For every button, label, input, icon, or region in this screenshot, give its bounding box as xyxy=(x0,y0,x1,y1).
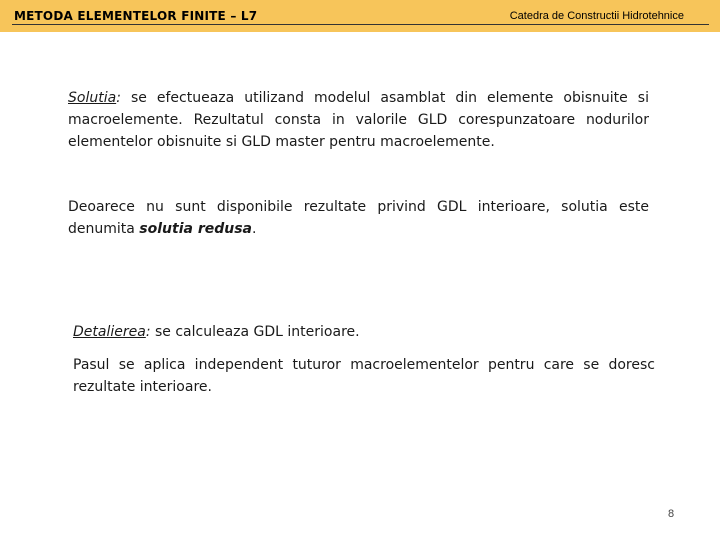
solution-paragraph xyxy=(68,87,649,153)
page-number: 8 xyxy=(668,508,675,520)
reduced-text-before: Deoarece nu sunt disponibile rezultate privind GDL interioare, solutia este denumita xyxy=(68,199,649,237)
header-band xyxy=(0,0,720,32)
detail-text: se calculeaza GDL interioare. xyxy=(150,324,360,340)
reduced-text-after: . xyxy=(252,221,257,237)
detail-colon: : xyxy=(145,324,151,340)
department-name: Catedra de Constructii Hidrotehnice xyxy=(509,10,684,22)
step-paragraph xyxy=(73,354,655,398)
detail-term: Detalierea xyxy=(73,324,146,340)
step-text: Pasul se aplica independent tuturor macroelementelor pentru care se doresc rezultate interioare. xyxy=(73,357,655,395)
solution-text: se efectueaza utilizand modelul asamblat din elemente obisnuite si macroelemente. Rezultatul consta in valorile GLD corespunzatoare nodurilor elementelor obisnuite si GLD master pentru macroelemente. xyxy=(68,90,649,150)
course-title: METODA ELEMENTELOR FINITE – L7 xyxy=(14,9,258,23)
solution-colon: : xyxy=(116,90,121,106)
header-rule xyxy=(12,24,709,25)
reduced-term: solutia redusa xyxy=(139,221,252,237)
reduced-solution-paragraph xyxy=(68,196,649,240)
solution-term: Solutia xyxy=(68,90,117,106)
detail-paragraph xyxy=(73,321,655,343)
